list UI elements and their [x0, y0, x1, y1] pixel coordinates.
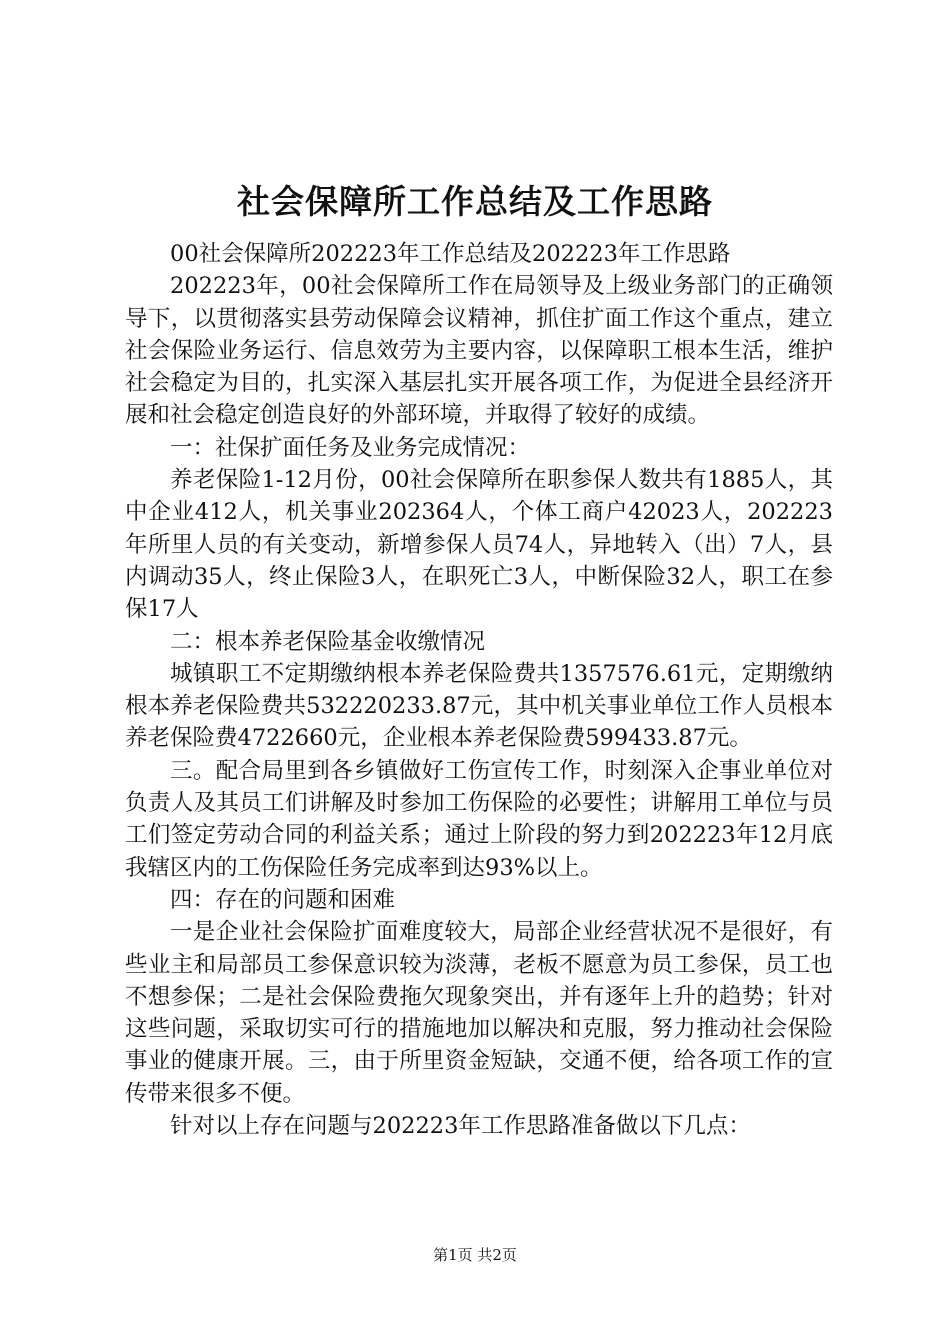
document-title: 社会保障所工作总结及工作思路	[237, 182, 713, 221]
document-body	[125, 238, 833, 1142]
paragraph-pension-enrollment: 养老保险1-12月份，00社会保障所在职参保人数共有1885人，其中企业412人，机关事业202364人，个体工商户42023人，202223年所里人员的有关变动，新增参保人员74人，异地转入（出）7人，县内调动35人，终止保险3人，在职死亡3人，中断保险32人，职工在参保17人	[125, 467, 833, 623]
section-heading-2: 二：根本养老保险基金收缴情况	[170, 628, 486, 655]
section-heading-1: 一：社保扩面任务及业务完成情况：	[170, 434, 531, 461]
paragraph-work-injury: 三。配合局里到各乡镇做好工伤宣传工作，时刻深入企事业单位对负责人及其员工们讲解及时参加工伤保险的必要性；讲解用工单位与员工们签定劳动合同的利益关系；通过上阶段的努力到202223年12月底我辖区内的工伤保险任务完成率到达93%以上。	[125, 757, 833, 881]
paragraph-subtitle: 00社会保障所202223年工作总结及202223年工作思路	[170, 241, 731, 267]
paragraph-fund-collection: 城镇职工不定期缴纳根本养老保险费共1357576.61元，定期缴纳根本养老保险费共532220233.87元，其中机关事业单位工作人员根本养老保险费4722660元，企业根本养老保险费599433.87元。	[125, 660, 833, 752]
paragraph-next-steps: 针对以上存在问题与202223年工作思路准备做以下几点：	[170, 1113, 751, 1140]
paragraph-intro: 202223年，00社会保障所工作在局领导及上级业务部门的正确领导下，以贯彻落实县劳动保障会议精神，抓住扩面工作这个重点，建立社会保险业务运行、信息效劳为主要内容，以保障职工根本生活，维护社会稳定为目的，扎实深入基层扎实开展各项工作，为促进全县经济开展和社会稳定创造良好的外部环境，并取得了较好的成绩。	[125, 273, 833, 429]
section-heading-4: 四：存在的问题和困难	[170, 886, 396, 913]
page-number: 第1页 共2页	[433, 1246, 517, 1264]
paragraph-problems: 一是企业社会保险扩面难度较大，局部企业经营状况不是很好，有些业主和局部员工参保意识较为淡薄，老板不愿意为员工参保，员工也不想参保；二是社会保险费拖欠现象突出，并有逐年上升的趋势；针对这些问题，采取切实可行的措施地加以解决和克服，努力推动社会保险事业的健康开展。三，由于所里资金短缺，交通不便，给各项工作的宣传带来很多不便。	[125, 919, 833, 1107]
